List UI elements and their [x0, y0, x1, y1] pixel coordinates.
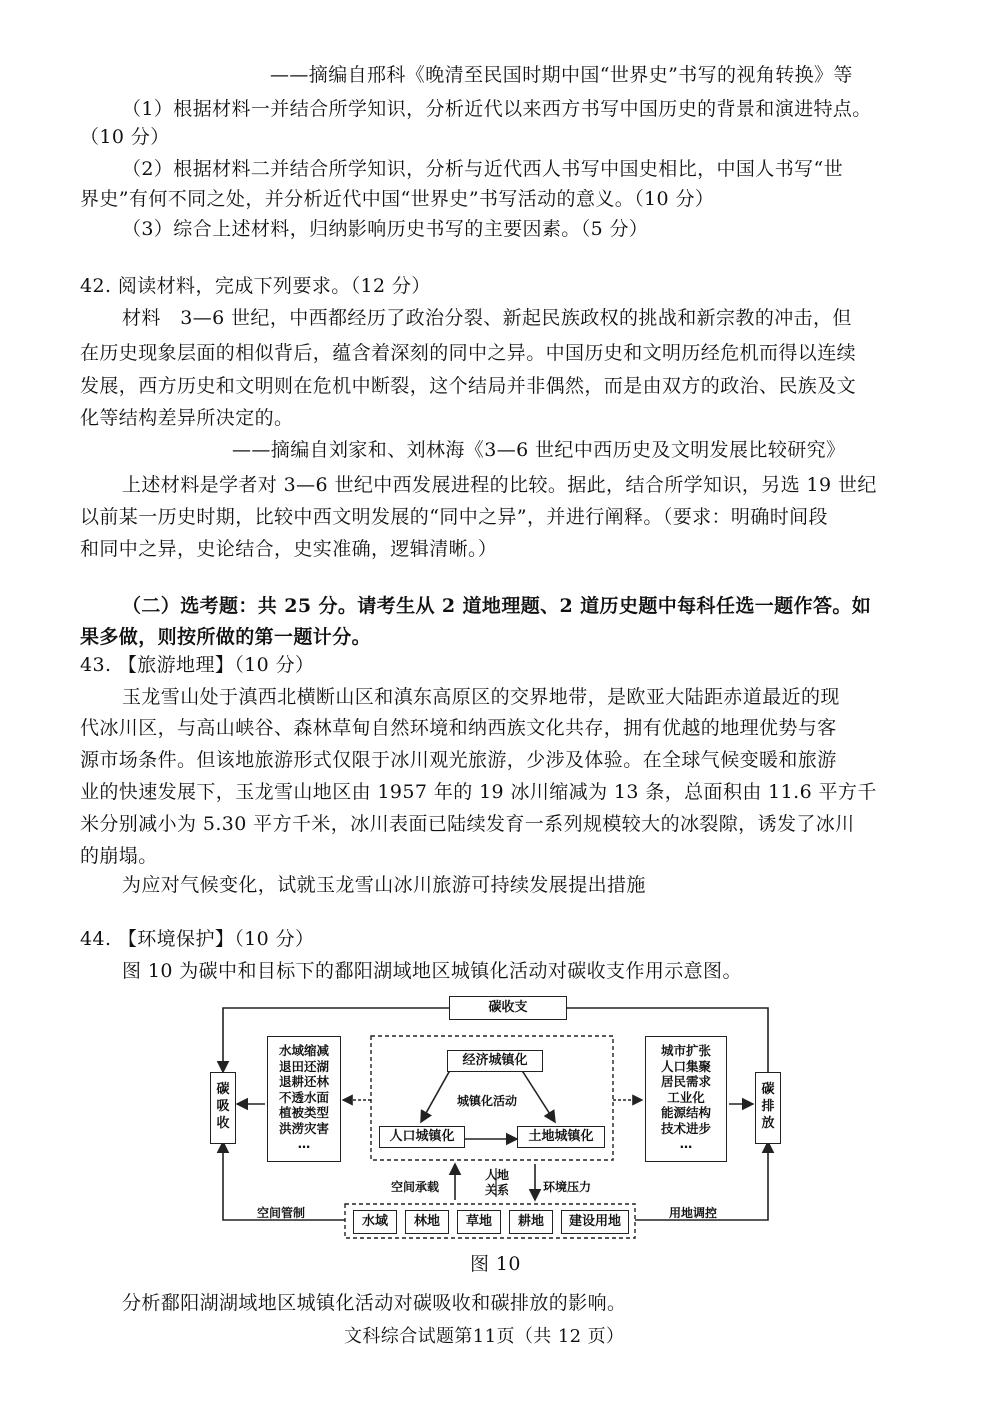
q43-text-line: 代冰川区，与高山峡谷、森林草甸自然环境和纳西族文化共存，拥有优越的地理优势与客: [80, 717, 837, 739]
q43-text-line: 玉龙雪山处于滇西北横断山区和滇东高原区的交界地带，是欧亚大陆距赤道最近的现: [122, 686, 840, 708]
economic-urbanization-box: 经济城镇化: [447, 1050, 543, 1072]
elective-instruction: （二）选考题：共 25 分。请考生从 2 道地理题、2 道历史题中每科任选一题作答。如: [122, 595, 872, 617]
land-type-construction: 建设用地: [561, 1210, 629, 1234]
question-41-2-cont: 界史”有何不同之处，并分析近代中国“世界史”书写活动的意义。（10 分）: [80, 188, 715, 210]
q43-task: 为应对气候变化，试就玉龙雪山冰川旅游可持续发展提出措施: [122, 874, 646, 896]
elective-instruction-cont: 果多做，则按所做的第一题计分。: [80, 626, 372, 648]
land-type-grass: 草地: [457, 1210, 501, 1234]
q43-text-line: 源市场条件。但该地旅游形式仅限于冰川观光旅游，少涉及体验。在全球气候变暖和旅游: [80, 749, 837, 771]
carbon-absorption-box: 碳吸收: [210, 1072, 236, 1144]
spatial-control-label: 空间管制: [257, 1206, 306, 1220]
list-item: …: [679, 1136, 693, 1151]
q43-text-line: 业的快速发展下，玉龙雪山地区由 1957 年的 19 冰川缩减为 13 条，总面积由 11.6 平方千: [80, 781, 877, 803]
q42-task-line: 上述材料是学者对 3—6 世纪中西发展进程的比较。据此，结合所学知识，另选 19 世纪: [122, 474, 877, 496]
question-42-heading: 42. 阅读材料，完成下列要求。（12 分）: [80, 275, 431, 297]
list-item: 能源结构: [660, 1105, 711, 1120]
land-type-forest: 林地: [405, 1210, 449, 1234]
figure-caption: 图 10: [470, 1253, 521, 1275]
question-41-3: （3）综合上述材料，归纳影响历史书写的主要因素。（5 分）: [122, 218, 649, 240]
land-urbanization-box: 土地城镇化: [517, 1126, 605, 1148]
q44-intro: 图 10 为碳中和目标下的鄱阳湖域地区城镇化活动对碳收支作用示意图。: [122, 960, 742, 982]
list-item: 植被类型: [278, 1105, 329, 1120]
carbon-emission-box: 碳排放: [755, 1072, 781, 1144]
land-type-farmland: 耕地: [509, 1210, 553, 1234]
q43-text-line: 米分别减小为 5.30 平方千米，冰川表面已陆续发育一系列规模较大的冰裂隙，诱发了冰川: [80, 813, 855, 835]
absorption-factors-list: [267, 1036, 341, 1162]
environmental-pressure-label: 环境压力: [543, 1180, 592, 1194]
land-use-control-label: 用地调控: [669, 1206, 718, 1220]
page-footer: 文科综合试题第11页（共 12 页）: [344, 1326, 625, 1347]
material-source: ——摘编自邢科《晚清至民国时期中国“世界史”书写的视角转换》等: [270, 64, 853, 86]
space-bearing-label: 空间承载: [391, 1180, 440, 1194]
list-item: …: [297, 1136, 311, 1151]
list-item: 居民需求: [660, 1074, 711, 1089]
list-item: 城市扩张: [660, 1043, 711, 1058]
emission-factors-list: [645, 1036, 727, 1162]
q44-task: 分析鄱阳湖湖域地区城镇化活动对碳吸收和碳排放的影响。: [122, 1292, 627, 1314]
question-43-heading: 43. 【旅游地理】（10 分）: [80, 654, 315, 676]
list-item: 退耕还林: [278, 1074, 329, 1089]
q42-source: ——摘编自刘家和、刘林海《3—6 世纪中西历史及文明发展比较研究》: [232, 439, 846, 461]
q42-task-line: 以前某一历史时期，比较中西文明发展的“同中之异”，并进行阐释。（要求：明确时间段: [80, 506, 828, 528]
q43-text-line: 的崩塌。: [80, 845, 158, 867]
figure-10-diagram: [205, 992, 805, 1244]
q42-material-line: 化等结构差异所决定的。: [80, 407, 294, 429]
human-land-relation-label: 人地关系: [484, 1168, 509, 1197]
question-41-1-score: （10 分）: [80, 126, 170, 148]
q42-material-line: 在历史现象层面的相似背后，蕴含着深刻的同中之异。中国历史和文明历经危机而得以连续: [80, 342, 857, 364]
urbanization-activity-label: 城镇化活动: [457, 1094, 518, 1108]
list-item: 不透水面: [278, 1089, 329, 1105]
list-item: 技术进步: [660, 1120, 711, 1136]
q42-material-line: 材料 3—6 世纪，中西都经历了政治分裂、新起民族政权的挑战和新宗教的冲击，但: [122, 307, 852, 329]
list-item: 水域缩减: [278, 1043, 329, 1058]
list-item: 人口集聚: [660, 1058, 711, 1074]
list-item: 洪涝灾害: [278, 1120, 329, 1136]
q42-task-line: 和同中之异，史论结合，史实准确，逻辑清晰。）: [80, 538, 498, 560]
list-item: 工业化: [667, 1089, 705, 1105]
carbon-budget-box: 碳收支: [449, 996, 567, 1020]
q42-material-line: 发展，西方历史和文明则在危机中断裂，这个结局并非偶然，而是由双方的政治、民族及文: [80, 375, 857, 397]
population-urbanization-box: 人口城镇化: [379, 1126, 465, 1148]
question-41-1: （1）根据材料一并结合所学知识，分析近代以来西方书写中国历史的背景和演进特点。: [122, 98, 872, 120]
land-type-water: 水域: [353, 1210, 397, 1234]
list-item: 退田还湖: [278, 1058, 329, 1074]
question-44-heading: 44. 【环境保护】（10 分）: [80, 928, 315, 950]
question-41-2: （2）根据材料二并结合所学知识，分析与近代西人书写中国史相比，中国人书写“世: [122, 158, 844, 180]
